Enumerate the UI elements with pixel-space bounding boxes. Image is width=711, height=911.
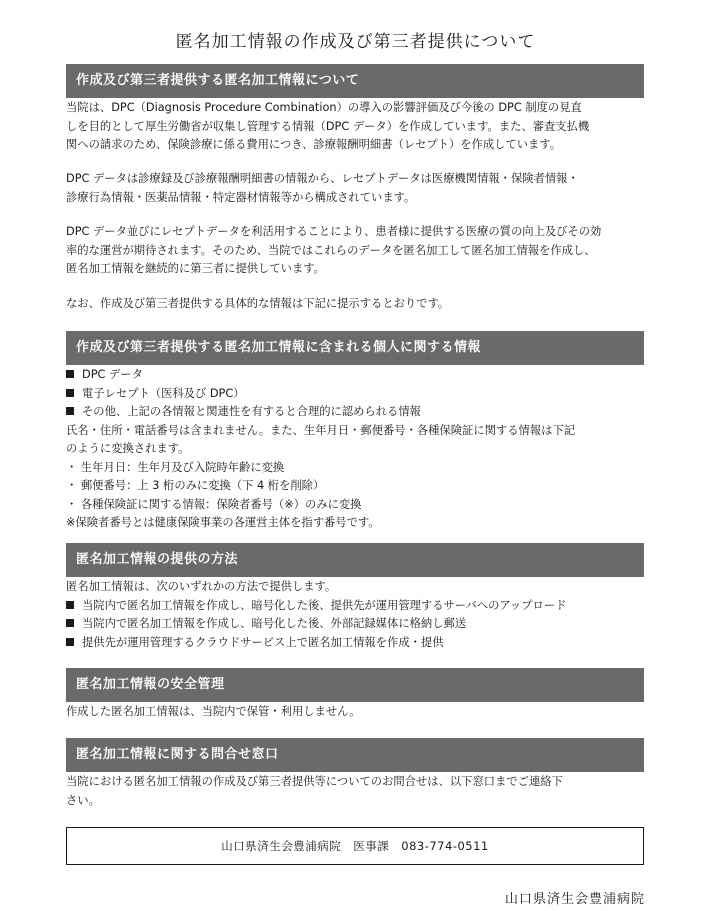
square-bullet-icon [66,370,74,378]
list-item [66,597,646,616]
section-header-overview: 作成及び第三者提供する匿名加工情報について [66,64,644,98]
section-overview-body-4 [66,295,646,314]
section-security-body [66,703,646,722]
section-provision-method-body [66,578,646,652]
list-item-label: 当院内で匿名加工情報を作成し、暗号化した後、外部記録媒体に格納し郵送 [82,617,467,630]
intro-line: 匿名加工情報は、次のいずれかの方法で提供します。 [66,580,337,593]
paragraph-line: なお、作成及び第三者提供する具体的な情報は下記に提示するとおりです。 [66,297,450,310]
list-item [66,366,646,385]
section-personal-info-body [66,366,646,533]
inquiry-line: さい。 [66,793,100,807]
list-item-label: 提供先が運用管理するクラウドサービス上で匿名加工情報を作成・提供 [82,635,444,649]
paragraph-line: 関への請求のため、保険診療に係る費用につき、診療報酬明細書（レセプト）を作成しています。 [66,138,562,151]
square-bullet-icon [66,619,74,627]
list-item [66,615,646,634]
footnote: ※保険者番号とは健康保険事業の各運営主体を指す番号です。 [66,516,380,529]
security-text: 作成した匿名加工情報は、当院内で保管・利用しません。 [66,705,361,718]
page-title: 匿名加工情報の作成及び第三者提供について [175,32,536,53]
section-header-provision-method: 匿名加工情報の提供の方法 [66,543,644,577]
paragraph-line: 当院は、DPC（Diagnosis Procedure Combination）の導入の影響評価及び今後の DPC 制度の見直 [66,101,582,114]
list-item-label: 電子レセプト（医科及び DPC） [82,386,245,400]
paragraph-line: 率的な運営が期待されます。そのため、当院ではこれらのデータを匿名加工して匿名加工情報を作成し、 [66,243,596,257]
paragraph-line: 匿名加工情報を継続的に第三者に提供しています。 [66,262,325,275]
square-bullet-icon [66,638,74,646]
section-overview-body [66,99,646,155]
paragraph-line: DPC データ並びにレセプトデータを利活用することにより、患者様に提供する医療の質の向上及びその効 [66,225,602,238]
list-item [66,385,646,404]
square-bullet-icon [66,601,74,609]
section-header-inquiry: 匿名加工情報に関する問合せ窓口 [66,738,644,772]
square-bullet-icon [66,389,74,397]
paragraph-line: しを目的として厚生労働省が収集し管理する情報（DPC データ）を作成しています。また、審査支払機 [66,119,590,133]
section-overview-body-3 [66,223,646,279]
square-bullet-icon [66,407,74,415]
signature-hospital-name: 山口県済生会豊浦病院 [504,892,645,907]
list-item-label: その他、上記の各情報と関連性を有すると合理的に認められる情報 [82,405,421,418]
list-item [66,634,646,653]
list-item-label: 当院内で匿名加工情報を作成し、暗号化した後、提供先が運用管理するサーバへのアップロード [82,598,567,612]
note-line: のように変換されます。 [66,442,190,455]
list-item-label: DPC データ [82,368,143,381]
conversion-item: ・ 生年月日：生年月及び入院時年齢に変換 [66,460,285,474]
section-inquiry-body [66,773,646,810]
section-overview-body-2 [66,170,646,207]
section-header-security: 匿名加工情報の安全管理 [66,668,644,702]
note-line: 氏名・住所・電話番号は含まれません。また、生年月日・郵便番号・各種保険証に関する情報は下記 [66,423,576,437]
conversion-item: ・ 各種保険証に関する情報：保険者番号（※）のみに変換 [66,497,362,511]
paragraph-line: DPC データは診療録及び診療報酬明細書の情報から、レセプトデータは医療機関情報・保険者情報・ [66,172,579,185]
conversion-item: ・ 郵便番号：上 3 桁のみに変換（下 4 桁を削除） [66,479,325,492]
section-header-personal-info: 作成及び第三者提供する匿名加工情報に含まれる個人に関する情報 [66,331,644,365]
inquiry-line: 当院における匿名加工情報の作成及び第三者提供等についてのお問合せは、以下窓口までご連絡下 [66,775,563,788]
contact-box: 山口県済生会豊浦病院 医事課 083-774-0511 [66,827,644,865]
list-item [66,403,646,422]
paragraph-line: 診療行為情報・医薬品情報・特定器材情報等から構成されています。 [66,190,416,204]
